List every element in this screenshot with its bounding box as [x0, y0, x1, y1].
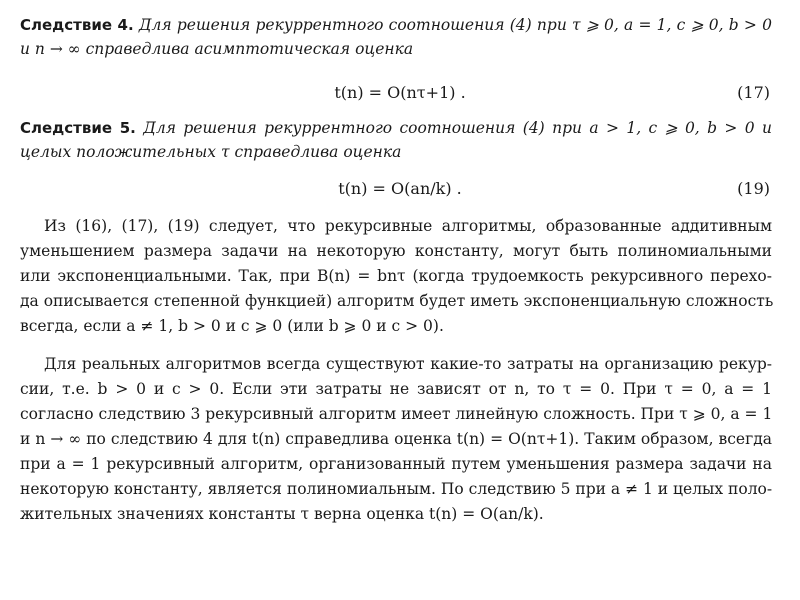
paragraph-2-line: сии, т.е. b > 0 и c > 0. Если эти затраты не зависят от n, то τ = 0. При τ = 0, a = 1 — [20, 380, 772, 398]
corollary-5-line-1 — [20, 118, 772, 138]
corollary-4-text-1: Для решения рекуррентного соотношения (4) при τ ⩾ 0, a = 1, c ⩾ 0, b > 0 — [138, 16, 772, 34]
paragraph-2-line: некоторую константу, является полиномиальным. По следствию 5 при a ≠ 1 и целых поло- — [20, 480, 773, 498]
equation-number-17: (17) — [737, 83, 770, 102]
corollary-4-text-2: и n → ∞ справедлива асимптотическая оценка — [20, 40, 414, 58]
formula-17: t(n) = O(nτ+1) . — [334, 83, 466, 102]
corollary-5-label: Следствие 5. — [20, 119, 136, 137]
paragraph-1-line: всегда, если a ≠ 1, b > 0 и c ⩾ 0 (или b ⩾ 0 и c > 0). — [20, 317, 444, 335]
paragraph-1-line: да описывается степенной функцией) алгоритм будет иметь экспоненциальную сложность — [20, 292, 774, 310]
formula-19: t(n) = O(an/k) . — [338, 179, 462, 198]
paragraph-1-line: уменьшением размера задачи на некоторую константу, могут быть полиномиальными — [20, 242, 772, 260]
paragraph-2-line: согласно следствию 3 рекурсивный алгоритм имеет линейную сложность. При τ ⩾ 0, a = 1 — [20, 405, 773, 423]
corollary-5-text-2: целых положительных τ справедлива оценка — [20, 143, 402, 161]
paragraph-2-line: Для реальных алгоритмов всегда существуют какие-то затраты на организацию рекур- — [44, 355, 772, 373]
equation-number-19: (19) — [737, 179, 770, 198]
paragraph-2-line: жительных значениях константы τ верна оценка t(n) = O(an/k). — [20, 505, 544, 523]
paragraph-1-line: или экспоненциальными. Так, при B(n) = bnτ (когда трудоемкость рекурсивного перехо- — [20, 267, 772, 285]
corollary-4-label: Следствие 4. — [20, 16, 134, 34]
paragraph-2-line: при a = 1 рекурсивный алгоритм, организованный путем уменьшения размера задачи на — [20, 455, 772, 473]
corollary-5-text-1: Для решения рекуррентного соотношения (4) при a > 1, c ⩾ 0, b > 0 и — [143, 119, 773, 137]
corollary-4-line-1 — [20, 15, 772, 35]
paragraph-2-line: и n → ∞ по следствию 4 для t(n) справедлива оценка t(n) = O(nτ+1). Таким образом, всегда — [20, 430, 772, 448]
paragraph-1-line: Из (16), (17), (19) следует, что рекурсивные алгоритмы, образованные аддитивным — [44, 217, 772, 235]
